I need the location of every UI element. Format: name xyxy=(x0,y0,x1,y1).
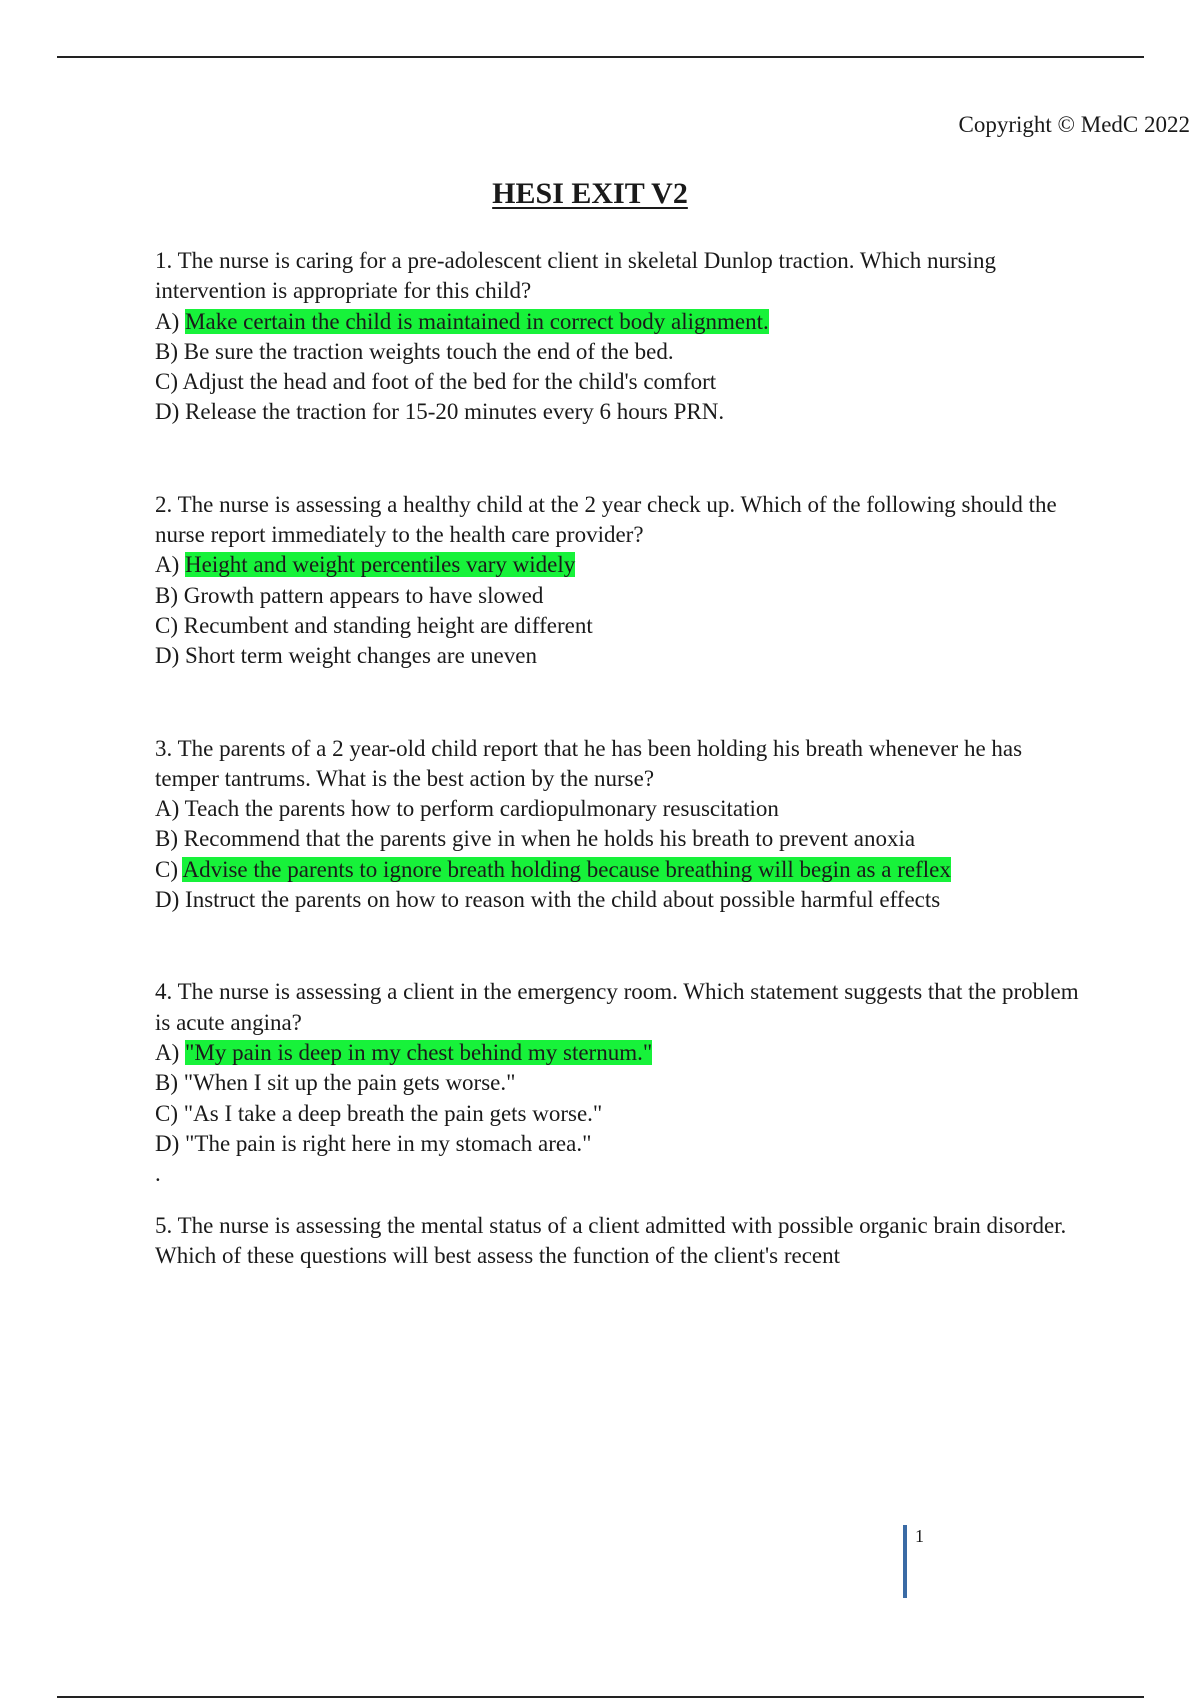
question-4 xyxy=(155,977,1085,1189)
option-text: "When I sit up the pain gets worse." xyxy=(183,1070,516,1096)
trailing-period: . xyxy=(155,1161,161,1187)
answer-options xyxy=(155,794,1085,915)
option-letter: B) xyxy=(155,826,178,852)
option-text: "As I take a deep breath the pain gets worse." xyxy=(183,1100,603,1126)
option-letter: C) xyxy=(155,856,178,882)
answer-option-d[interactable] xyxy=(155,1129,1085,1159)
option-text: "The pain is right here in my stomach area." xyxy=(185,1130,592,1156)
option-letter: B) xyxy=(155,582,178,608)
option-letter: C) xyxy=(155,369,178,395)
question-2 xyxy=(155,490,1085,672)
option-letter: B) xyxy=(155,338,178,364)
option-text: Instruct the parents on how to reason with the child about possible harmful effects xyxy=(185,887,941,913)
option-letter: D) xyxy=(155,1130,180,1156)
answer-options xyxy=(155,307,1085,428)
option-text: Recumbent and standing height are different xyxy=(183,612,593,638)
question-3 xyxy=(155,734,1085,916)
answer-option-a[interactable] xyxy=(155,307,1085,337)
question-1 xyxy=(155,246,1085,428)
option-text: Release the traction for 15-20 minutes every 6 hours PRN. xyxy=(185,399,725,425)
option-text: Be sure the traction weights touch the end of the bed. xyxy=(183,338,674,364)
question-stem: 1. The nurse is caring for a pre-adolescent client in skeletal Dunlop traction. Which nursing intervention is appropriate for this child? xyxy=(155,248,996,304)
option-letter: C) xyxy=(155,612,178,638)
answer-option-a[interactable] xyxy=(155,1038,1085,1068)
option-letter: B) xyxy=(155,1070,178,1096)
option-text: Recommend that the parents give in when he holds his breath to prevent anoxia xyxy=(183,826,916,852)
page-number: 1 xyxy=(903,1525,924,1598)
option-text-highlighted: "My pain is deep in my chest behind my sternum." xyxy=(185,1039,653,1065)
option-text-highlighted: Advise the parents to ignore breath holding because breathing will begin as a reflex xyxy=(182,856,951,882)
option-letter: A) xyxy=(155,308,180,334)
answer-option-a[interactable] xyxy=(155,550,1085,580)
page-title: HESI EXIT V2 xyxy=(492,177,688,210)
option-text: Adjust the head and foot of the bed for the child's comfort xyxy=(182,369,717,395)
question-stem: 3. The parents of a 2 year-old child report that he has been holding his breath whenever he has temper tantrums. What is the best action by the nurse? xyxy=(155,735,1023,791)
option-letter: A) xyxy=(155,796,180,822)
option-text-highlighted: Make certain the child is maintained in correct body alignment. xyxy=(185,308,769,334)
answer-option-d[interactable] xyxy=(155,397,1085,427)
answer-options xyxy=(155,550,1085,671)
option-text: Teach the parents how to perform cardiopulmonary resuscitation xyxy=(184,796,779,822)
option-letter: D) xyxy=(155,887,180,913)
answer-option-d[interactable] xyxy=(155,641,1085,671)
option-letter: C) xyxy=(155,1100,178,1126)
answer-option-d[interactable] xyxy=(155,885,1085,915)
answer-option-b[interactable] xyxy=(155,581,1085,611)
answer-option-b[interactable] xyxy=(155,824,1085,854)
question-stem: 2. The nurse is assessing a healthy child at the 2 year check up. Which of the following should the nurse report immediately to the health care provider? xyxy=(155,491,1057,548)
answer-option-c[interactable] xyxy=(155,1099,1085,1129)
option-text: Growth pattern appears to have slowed xyxy=(183,582,544,608)
answer-option-b[interactable] xyxy=(155,1068,1085,1098)
top-rule xyxy=(57,56,1144,58)
option-letter: D) xyxy=(155,399,180,425)
question-stem: 4. The nurse is assessing a client in the emergency room. Which statement suggests that the problem is acute angina? xyxy=(155,979,1079,1035)
option-text-highlighted: Height and weight percentiles vary widely xyxy=(185,552,576,578)
answer-options xyxy=(155,1038,1085,1159)
question-5 xyxy=(155,1211,1085,1272)
option-letter: D) xyxy=(155,643,180,669)
answer-option-c[interactable] xyxy=(155,611,1085,641)
answer-option-b[interactable] xyxy=(155,337,1085,367)
option-text: Short term weight changes are uneven xyxy=(185,643,537,669)
answer-option-c[interactable] xyxy=(155,367,1085,397)
question-stem: 5. The nurse is assessing the mental status of a client admitted with possible organic brain disorder. Which of these questions will best assess the function of the client's recent xyxy=(155,1213,1067,1269)
copyright-notice: Copyright © MedC 2022 xyxy=(958,112,1190,137)
answer-option-a[interactable] xyxy=(155,794,1085,824)
question-list xyxy=(155,246,1085,1272)
answer-option-c[interactable] xyxy=(155,855,1085,885)
option-letter: A) xyxy=(155,1039,180,1065)
bottom-rule xyxy=(57,1696,1144,1698)
option-letter: A) xyxy=(155,552,180,578)
